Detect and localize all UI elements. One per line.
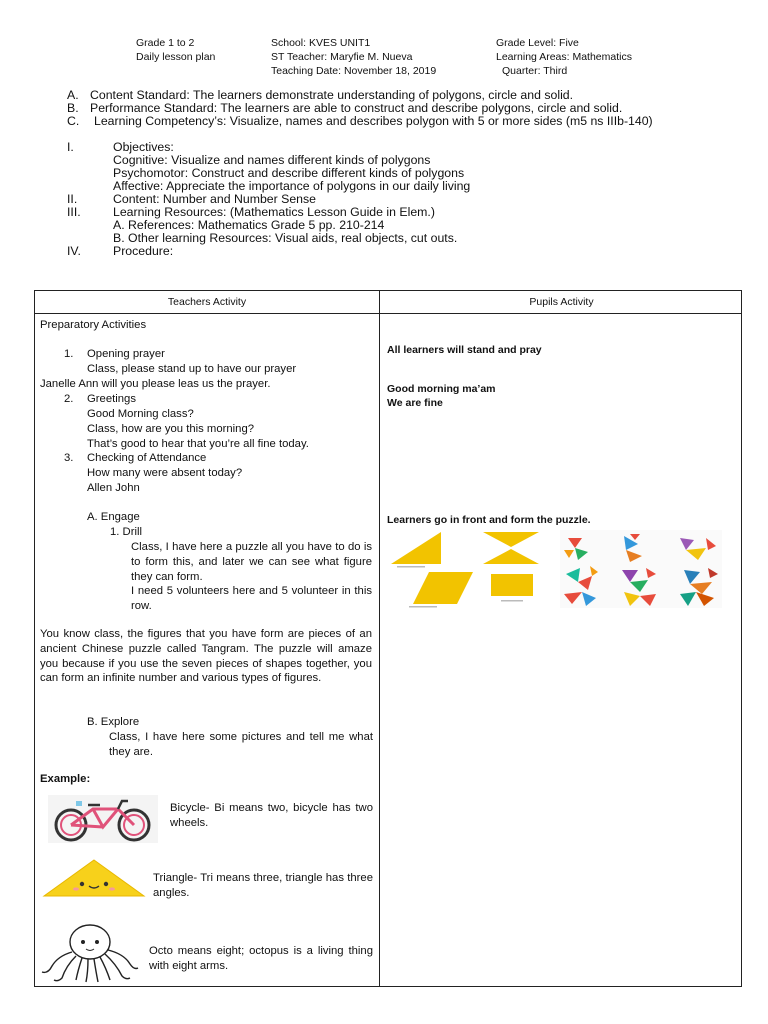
attendance-line-1: How many were absent today?: [87, 467, 243, 479]
greetings-line-2: Class, how are you this morning?: [87, 423, 255, 435]
content-line: Content: Number and Number Sense: [113, 192, 317, 206]
pupil-form-puzzle: Learners go in front and form the puzzle.: [387, 514, 591, 526]
header-school: School: KVES UNIT1: [271, 37, 371, 49]
step-2-num: 2.: [64, 393, 74, 405]
header-learning-area: Learning Areas: Mathematics: [496, 51, 632, 63]
performance-standard: Performance Standard: The learners are able to construct and describe polygons, circle and solid.: [90, 101, 623, 115]
opening-prayer-line-2: Janelle Ann will you please leas us the prayer.: [40, 378, 271, 390]
header-grade-level: Grade Level: Five: [496, 37, 579, 49]
greetings-line-1: Good Morning class?: [87, 408, 194, 420]
pupil-we-are-fine: We are fine: [387, 397, 443, 409]
bicycle-description: Bicycle- Bi means two, bicycle has two wheels.: [170, 802, 373, 829]
drill-heading: 1. Drill: [110, 526, 143, 538]
header-plan: Daily lesson plan: [136, 51, 216, 63]
attendance-title: Checking of Attendance: [87, 452, 207, 464]
header-date: Teaching Date: November 18, 2019: [271, 65, 437, 77]
explore-text: Class, I have here some pictures and tell me what they are.: [109, 731, 373, 758]
preparatory-activities: Preparatory Activities: [40, 319, 147, 331]
learning-competency: Learning Competency’s: Visualize, names and describes polygon with 5 or more sides (m5 ns IIIb-140): [94, 114, 653, 128]
roman-i: I.: [67, 140, 74, 154]
standard-a-letter: A.: [67, 88, 79, 102]
step-3-num: 3.: [64, 452, 74, 464]
pupils-activity-header: Pupils Activity: [529, 296, 594, 308]
volunteers-text: I need 5 volunteers here and 5 volunteer in this row.: [131, 585, 372, 612]
header-teacher: ST Teacher: Maryfie M. Nueva: [271, 51, 413, 63]
header-divider: [35, 313, 741, 314]
triangle-description: Triangle- Tri means three, triangle has three angles.: [153, 872, 373, 899]
references: A. References: Mathematics Grade 5 pp. 210-214: [113, 218, 385, 232]
opening-prayer-title: Opening prayer: [87, 348, 165, 360]
roman-iii: III.: [67, 205, 81, 219]
column-divider: [379, 291, 380, 986]
objective-cognitive: Cognitive: Visualize and names different kinds of polygons: [113, 153, 431, 167]
header-quarter: Quarter: Third: [502, 65, 568, 77]
other-resources: B. Other learning Resources: Visual aids, real objects, cut outs.: [113, 231, 458, 245]
roman-iv: IV.: [67, 244, 81, 258]
greetings-title: Greetings: [87, 393, 136, 405]
pupil-good-morning: Good morning ma’am: [387, 383, 496, 395]
roman-ii: II.: [67, 192, 78, 206]
octopus-icon: [38, 922, 142, 984]
tangram-figures-icon: [560, 530, 722, 608]
objectives-title: Objectives:: [113, 140, 174, 154]
standard-c-letter: C.: [67, 114, 80, 128]
triangle-character-icon: [42, 858, 146, 898]
header-grade: Grade 1 to 2: [136, 37, 195, 49]
opening-prayer-line-1: Class, please stand up to have our prayer: [87, 363, 297, 375]
bicycle-icon: [48, 795, 158, 843]
explore-heading: B. Explore: [87, 716, 140, 728]
attendance-line-2: Allen John: [87, 482, 140, 494]
standard-b-letter: B.: [67, 101, 79, 115]
pupil-pray: All learners will stand and pray: [387, 344, 542, 356]
objective-psychomotor: Psychomotor: Construct and describe different kinds of polygons: [113, 166, 465, 180]
octopus-description: Octo means eight; octopus is a living thing with eight arms.: [149, 945, 373, 972]
learning-resources: Learning Resources: (Mathematics Lesson Guide in Elem.): [113, 205, 435, 219]
objective-affective: Affective: Appreciate the importance of polygons in our daily living: [113, 179, 471, 193]
teachers-activity-header: Teachers Activity: [167, 296, 247, 308]
step-1-num: 1.: [64, 348, 74, 360]
drill-text: Class, I have here a puzzle all you have to do is to form this, and later we can see what figure they can form.: [131, 541, 372, 583]
example-label: Example:: [40, 773, 91, 785]
procedure-title: Procedure:: [113, 244, 174, 258]
content-standard: Content Standard: The learners demonstrate understanding of polygons, circle and solid.: [90, 88, 574, 102]
greetings-line-3: That’s good to hear that you’re all fine today.: [87, 438, 309, 450]
engage-heading: A. Engage: [87, 511, 140, 523]
tangram-paragraph: You know class, the figures that you have form are pieces of an ancient Chinese puzzle called Tangram. The puzzle will amaze you because if you use the seven pieces of shapes together, you can form an infinite number and various types of figures.: [40, 628, 372, 685]
tangram-pieces-icon: [387, 530, 552, 608]
